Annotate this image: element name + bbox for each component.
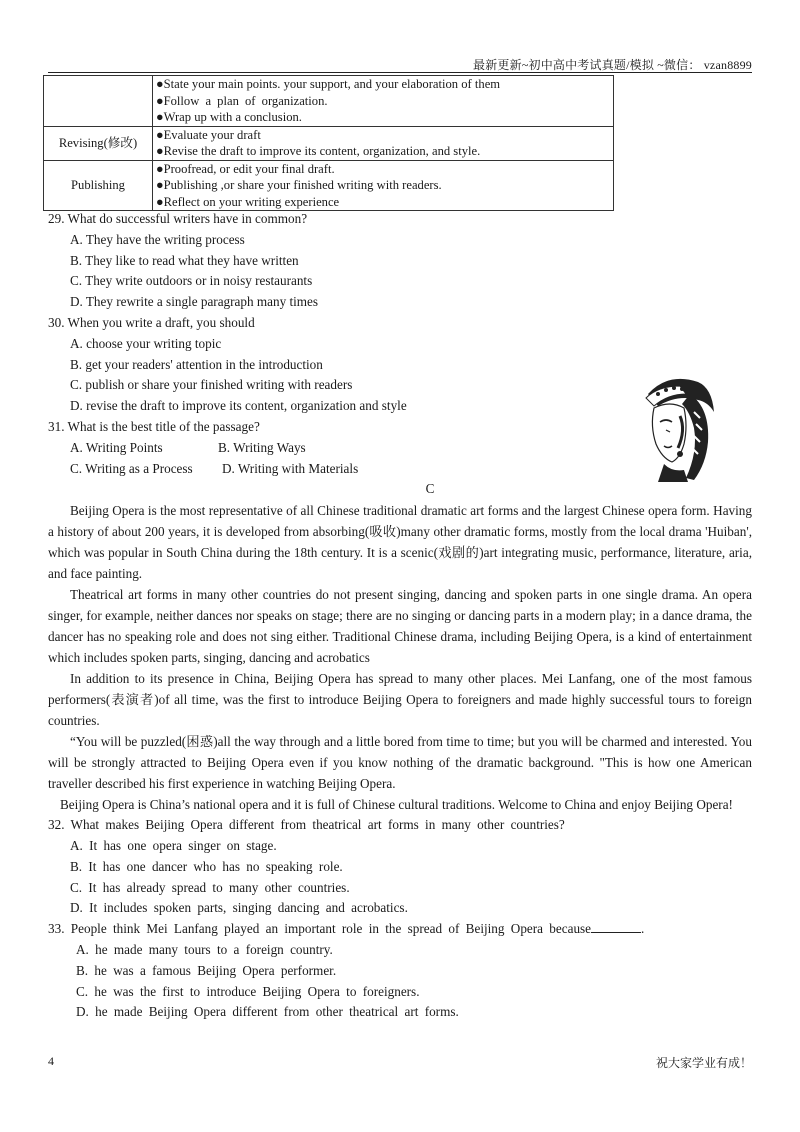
option: D. It includes spoken parts, singing dancing and acrobatics.	[70, 900, 408, 916]
bullet-item: ●Wrap up with a conclusion.	[156, 110, 302, 124]
option: A. he made many tours to a foreign country.	[76, 941, 333, 957]
option: C. he was the first to introduce Beijing Opera to foreigners.	[76, 983, 420, 999]
option: C. publish or share your finished writing with readers	[70, 377, 353, 393]
option: C. It has already spread to many other countries.	[70, 879, 350, 895]
bullet-item: ●Proofread, or edit your final draft.	[156, 161, 335, 176]
bullet-item: ●Revise the draft to improve its content, organization, and style.	[156, 144, 481, 158]
stage-cell	[44, 76, 153, 127]
bullet-item: ●Evaluate your draft	[156, 127, 261, 142]
bullet-item: ●State your main points. your support, and your elaboration of them	[156, 77, 501, 91]
option: B. get your readers' attention in the introduction	[70, 356, 323, 372]
stage-cell: Revising(修改)	[44, 126, 153, 160]
option: D. revise the draft to improve its content, organization and style	[70, 398, 407, 414]
question-33	[48, 919, 752, 940]
table-row	[44, 126, 614, 160]
option: D. he made Beijing Opera different from other theatrical art forms.	[76, 1004, 459, 1020]
main-content	[48, 209, 752, 1023]
option: C. They write outdoors or in noisy restaurants	[70, 273, 313, 289]
items-cell	[153, 76, 614, 127]
option: A. choose your writing topic	[70, 335, 222, 351]
table-row	[44, 76, 614, 127]
table-row	[44, 160, 614, 211]
option: A. It has one opera singer on stage.	[70, 837, 277, 853]
option: B. Writing Ways	[218, 439, 306, 455]
option: D. Writing with Materials	[222, 460, 359, 476]
footer-message: 祝大家学业有成！	[655, 1056, 752, 1070]
option-row	[48, 459, 752, 480]
question-end: .	[641, 921, 645, 937]
items-cell	[153, 126, 614, 160]
passage-paragraph: Beijing Opera is the most representative of all Chinese traditional dramatic art forms and the largest Chinese opera form. Having a history of about 200 years, it is developed from absorbing(吸收)many other dramatic forms, mostly from the local drama 'Huiban', which was popular in South China during the 18th century. It is a scenic(戏剧的)art integrating music, performance, literature, aria, and face painting.	[48, 503, 752, 582]
question-32: 32. What makes Beijing Opera different from theatrical art forms in many other countries?	[48, 817, 565, 833]
question-29: 29. What do successful writers have in common?	[48, 211, 308, 226]
question-31: 31. What is the best title of the passage?	[48, 418, 260, 434]
page-number: 4	[48, 1054, 54, 1068]
option-row	[48, 438, 752, 459]
bullet-item: ●Follow a plan of organization.	[156, 93, 328, 108]
option: A. Writing Points	[70, 439, 163, 455]
option: D. They rewrite a single paragraph many times	[70, 294, 319, 310]
passage-paragraph: Theatrical art forms in many other countries do not present singing, dancing and spoken parts in one single drama. An opera singer, for example, neither dances nor speaks on stage; there are no singing or dancing parts in a modern play; in a dance drama, the dancer has no speaking role and does not sing either. Traditional Chinese drama, including Beijing Opera, is a kind of entertainment which includes spoken parts, singing, dancing and acrobatics	[48, 587, 752, 666]
header-rule	[48, 72, 752, 73]
option: B. They like to read what they have written	[70, 252, 299, 268]
bullet-item: ●Reflect on your writing experience	[156, 194, 340, 209]
question-text: 33. People think Mei Lanfang played an important role in the spread of Beijing Opera because	[48, 921, 592, 937]
items-cell	[153, 160, 614, 211]
option: B. It has one dancer who has no speaking role.	[70, 858, 343, 874]
stage-cell: Publishing	[44, 160, 153, 211]
passage-paragraph: Beijing Opera is China’s national opera and it is full of Chinese cultural traditions. Welcome to China and enjoy Beijing Opera!	[60, 797, 733, 813]
writing-process-table	[43, 75, 614, 211]
option: A. They have the writing process	[70, 231, 245, 247]
page-header: 最新更新~初中高中考试真题/模拟 ~微信： vzan8899	[473, 58, 752, 72]
bullet-item: ●Publishing ,or share your finished writing with readers.	[156, 178, 442, 192]
passage-paragraph: “You will be puzzled(困惑)all the way through and a little bored from time to time; but you will be charmed and interested. You will be strongly attracted to Beijing Opera even if you know nothing of the dramatic background. "This is how one American traveller described his first experience in watching Beijing Opera.	[48, 734, 752, 792]
passage-paragraph: In addition to its presence in China, Beijing Opera has spread to many other places. Mei Lanfang, one of the most famous performers(表演者)of all time, was the first to introduce Beijing Opera to foreigners and made highly successful tours to foreign countries.	[48, 671, 752, 729]
option: C. Writing as a Process	[70, 460, 193, 476]
question-30: 30. When you write a draft, you should	[48, 314, 255, 330]
section-label: C	[425, 481, 435, 497]
answer-blank	[591, 920, 641, 933]
option: B. he was a famous Beijing Opera performer.	[76, 962, 337, 978]
